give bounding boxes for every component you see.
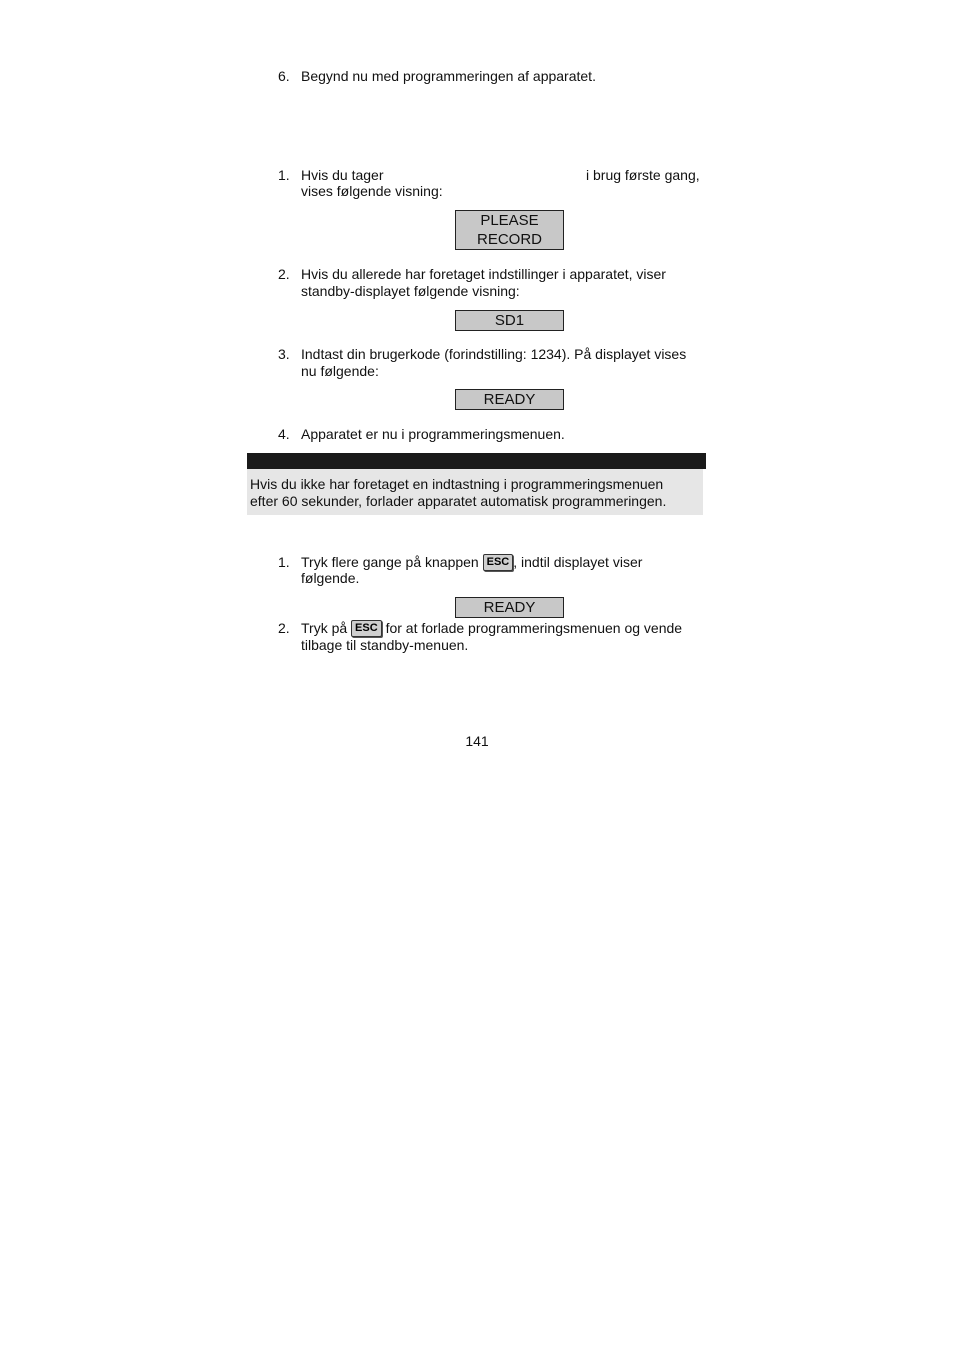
step-text: Indtast din brugerkode (forindstilling: 1234). På displayet vises nu følgende: (301, 346, 687, 379)
lcd-display: READY (455, 597, 564, 618)
step-number: 1. (278, 554, 290, 570)
note-box (247, 469, 703, 515)
note-text: efter 60 sekunder, forlader apparatet automatisk programmeringen. (250, 493, 667, 509)
step-text: Tryk flere gange på knappen ESC , indtil displayet viser (301, 554, 643, 570)
note-header-bar (247, 453, 706, 469)
step-text: følgende. (301, 570, 360, 586)
page-number: 141 (465, 733, 489, 749)
esc-key-icon: ESC (483, 554, 514, 571)
lcd-display: READY (455, 389, 564, 410)
esc-key-icon: ESC (351, 620, 382, 637)
step-number: 6. (278, 68, 290, 84)
step-text: i brug første gang, (586, 167, 700, 183)
lcd-display: SD1 (455, 310, 564, 331)
step-text: tilbage til standby-menuen. (301, 637, 469, 653)
step-text: vises følgende visning: (301, 183, 443, 199)
step-text: Begynd nu med programmeringen af apparatet. (301, 68, 596, 84)
step-text: Apparatet er nu i programmeringsmenuen. (301, 426, 565, 442)
note-text: Hvis du ikke har foretaget en indtastning i programmeringsmenuen (250, 476, 664, 492)
step-text: Hvis du tager (301, 167, 384, 183)
lcd-display: PLEASE RECORD (455, 210, 564, 250)
step-number: 4. (278, 426, 290, 442)
step-number: 2. (278, 266, 290, 282)
step-text: Hvis du allerede har foretaget indstillinger i apparatet, viser standby-displayet følgende visning: (301, 266, 666, 299)
step-number: 2. (278, 620, 290, 636)
step-number: 3. (278, 346, 290, 362)
step-text: Tryk på ESC for at forlade programmeringsmenuen og vende (301, 620, 683, 636)
step-number: 1. (278, 167, 290, 183)
